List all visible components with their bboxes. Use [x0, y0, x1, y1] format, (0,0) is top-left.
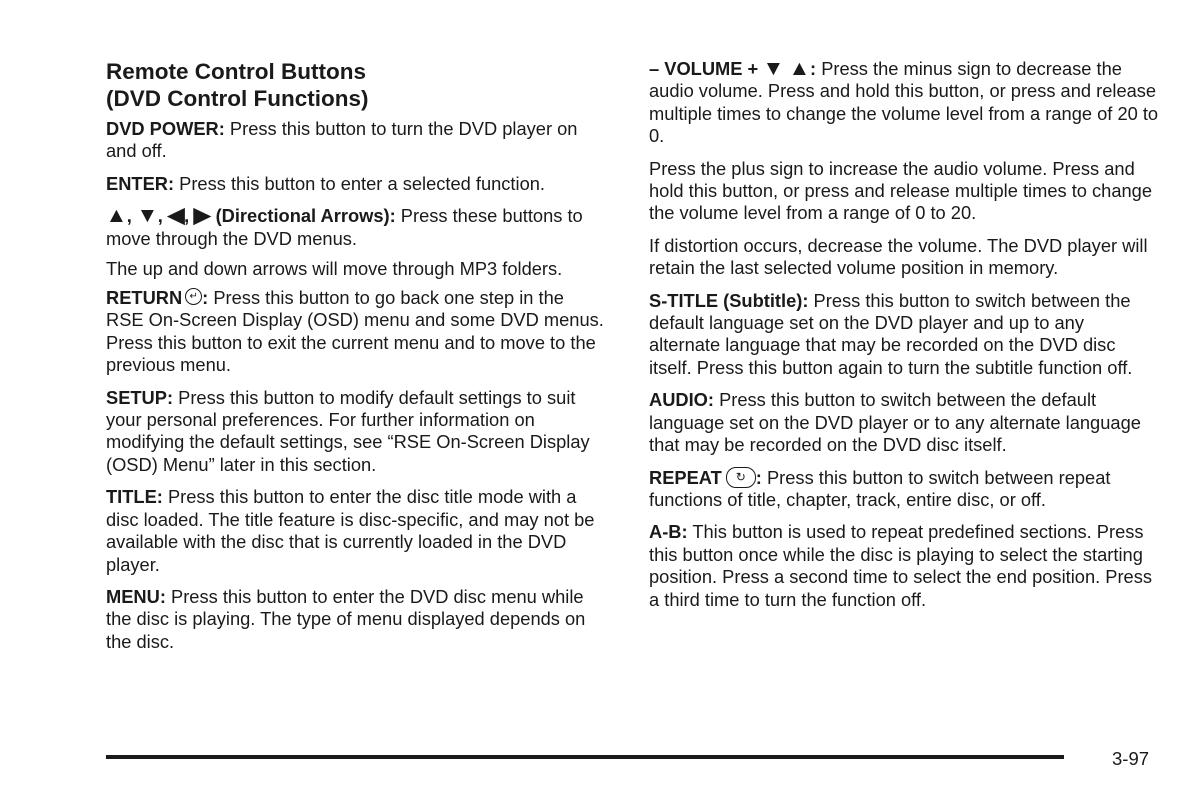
menu-entry	[106, 586, 606, 653]
right-arrow-icon: ▶	[193, 204, 211, 228]
arrow-separator: ,	[184, 205, 190, 227]
directional-arrows-entry	[106, 205, 606, 250]
arrow-separator: ,	[126, 205, 132, 227]
distortion-paragraph: If distortion occurs, decrease the volume. The DVD player will retain the last selected volume position in memory.	[649, 234, 1148, 279]
repeat-colon: :	[755, 466, 762, 488]
subtitle-entry	[649, 290, 1159, 380]
repeat-text: Press this button to switch between repeat functions of title, chapter, track, entire disc, or off.	[649, 466, 1111, 510]
repeat-icon: ↻	[726, 467, 756, 488]
return-entry	[106, 287, 606, 377]
return-icon: ↵	[185, 288, 202, 305]
return-label: RETURN	[106, 287, 183, 309]
footer-rule	[106, 755, 1064, 759]
volume-up-icon: ▲	[788, 57, 811, 80]
dvd-power-text: Press this button to turn the DVD player on and off.	[106, 118, 578, 162]
repeat-label: REPEAT	[649, 466, 722, 488]
section-heading	[106, 58, 606, 112]
dvd-power-entry	[106, 118, 606, 163]
setup-text: Press this button to modify default settings to suit your personal preferences. For further information on modifying the default settings, see “RSE On-Screen Display (OSD) Menu” later in this section.	[106, 386, 590, 475]
enter-label: ENTER:	[106, 172, 175, 194]
left-column	[106, 58, 606, 663]
subtitle-text: Press this button to switch between the default language set on the DVD player and up to any alternate language that may be recorded on the DVD disc itself. Press this button again to turn the subtitle function off.	[649, 289, 1133, 378]
ab-text: This button is used to repeat predefined sections. Press this button once while the disc is playing to select the starting position. Press a second time to select the end position. Press a third time to turn the function off.	[649, 521, 1153, 610]
down-arrow-icon: ▼	[136, 204, 159, 228]
volume-plus-paragraph: Press the plus sign to increase the audio volume. Press and hold this button, or press and release multiple times to change the volume level from a range of 0 to 20.	[649, 157, 1153, 224]
title-text: Press this button to enter the disc title mode with a disc loaded. The title feature is disc-specific, and may not be available with the disc that is currently loaded in the DVD player.	[106, 486, 595, 575]
menu-label: MENU:	[106, 585, 166, 607]
title-label: TITLE:	[106, 486, 163, 508]
dvd-power-label: DVD POWER:	[106, 118, 225, 139]
right-column	[649, 58, 1159, 621]
setup-entry	[106, 387, 606, 477]
directional-arrows-text: Press these buttons to move through the DVD menus.	[106, 205, 583, 249]
audio-entry	[649, 389, 1159, 456]
arrow-separator: ,	[157, 205, 163, 227]
audio-text: Press this button to switch between the default language set on the DVD player or to any alternate language that may be recorded on the DVD disc itself.	[649, 389, 1141, 456]
setup-label: SETUP:	[106, 386, 174, 408]
return-colon: :	[202, 287, 209, 309]
ab-entry	[649, 521, 1159, 611]
ab-label: A-B:	[649, 521, 688, 543]
enter-text: Press this button to enter a selected function.	[179, 172, 545, 194]
audio-label: AUDIO:	[649, 389, 714, 411]
subtitle-label: S-TITLE (Subtitle):	[649, 289, 809, 311]
page-number: 3-97	[1112, 748, 1150, 769]
volume-label: – VOLUME +	[649, 58, 759, 79]
volume-text: Press the minus sign to decrease the audio volume. Press and hold this button, or press and release multiple times to change the volume level from a range of 20 to 0.	[649, 58, 1159, 147]
repeat-entry	[649, 467, 1159, 512]
volume-colon: :	[810, 58, 817, 79]
left-arrow-icon: ◀	[167, 204, 185, 228]
arrows-note: The up and down arrows will move through MP3 folders.	[106, 258, 563, 280]
enter-entry	[106, 173, 606, 195]
directional-arrows-label: (Directional Arrows):	[215, 205, 396, 227]
volume-down-icon: ▼	[762, 57, 785, 80]
up-arrow-icon: ▲	[105, 204, 128, 228]
title-entry	[106, 486, 606, 576]
heading-line-1: Remote Control Buttons	[106, 59, 366, 84]
heading-line-2: (DVD Control Functions)	[106, 86, 369, 111]
return-text: Press this button to go back one step in the RSE On-Screen Display (OSD) menu and some DVD menus. Press this button to exit the current menu and to move to the previous menu.	[106, 287, 604, 376]
menu-text: Press this button to enter the DVD disc menu while the disc is playing. The type of menu displayed depends on the disc.	[106, 585, 586, 652]
volume-entry	[649, 58, 1159, 148]
